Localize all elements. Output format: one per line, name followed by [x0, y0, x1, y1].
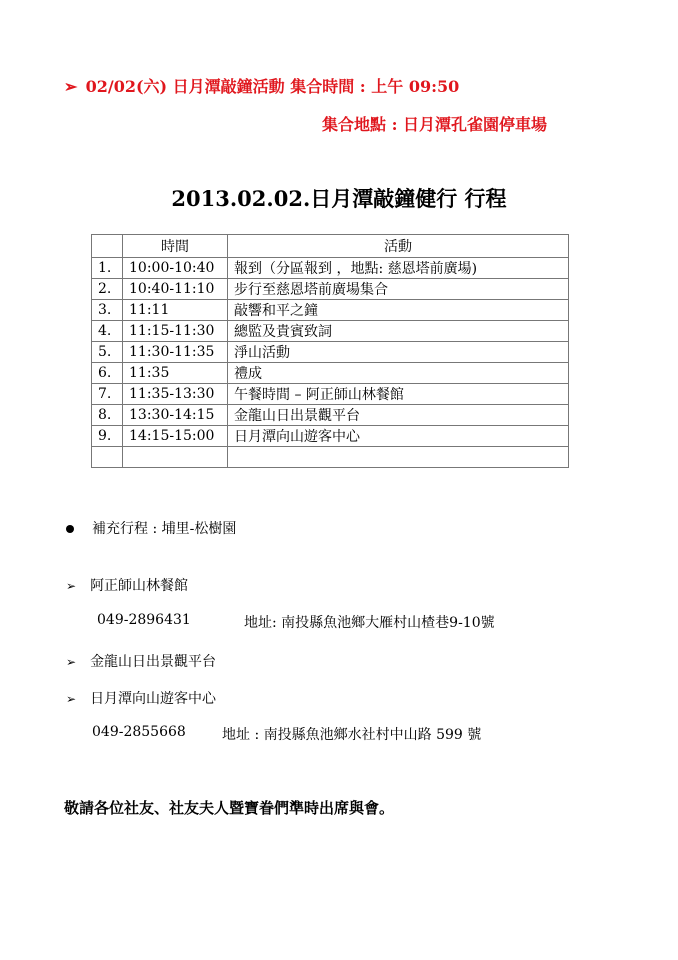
table-row — [92, 342, 569, 363]
row-time: 10:00-10:40 — [123, 258, 228, 279]
place-item — [66, 575, 188, 595]
row-activity: 禮成 — [228, 363, 569, 384]
row-number — [92, 447, 123, 468]
row-activity: 步行至慈恩塔前廣場集合 — [228, 279, 569, 300]
row-time: 11:11 — [123, 300, 228, 321]
row-activity: 敲響和平之鐘 — [228, 300, 569, 321]
table-header-row — [92, 235, 569, 258]
row-number: 2. — [92, 279, 123, 300]
place-address: 地址: 南投縣魚池鄉大雁村山楂巷9-10號 — [244, 615, 495, 631]
table-header-cell: 時間 — [123, 235, 228, 258]
place-item — [66, 688, 216, 708]
row-number: 4. — [92, 321, 123, 342]
place-phone: 049-2896431 — [97, 612, 191, 628]
meeting-place: 集合地點 : 日月潭孔雀園停車場 — [322, 115, 548, 134]
row-activity: 日月潭向山遊客中心 — [228, 426, 569, 447]
arrow-bullet-icon: ➢ — [66, 579, 77, 593]
row-activity: 報到（分區報到 ，地點: 慈恩塔前廣場) — [228, 258, 569, 279]
supplement-text: 補充行程 : 埔里-松樹園 — [92, 521, 237, 537]
event-header-line1 — [64, 74, 459, 97]
page-title: 2013.02.02.日月潭敲鐘健行 行程 — [171, 186, 507, 211]
table-row — [92, 426, 569, 447]
row-activity: 總監及貴賓致詞 — [228, 321, 569, 342]
row-time: 11:35 — [123, 363, 228, 384]
row-time: 13:30-14:15 — [123, 405, 228, 426]
row-activity: 午餐時間 – 阿正師山林餐館 — [228, 384, 569, 405]
place-name: 金龍山日出景觀平台 — [90, 654, 217, 670]
closing-note: 敬請各位社友、社友夫人暨寶眷們準時出席與會。 — [64, 799, 395, 817]
arrow-bullet-icon: ➢ — [66, 655, 77, 669]
event-header-text: 02/02(六) 日月潭敲鐘活動 集合時間 : 上午 09:50 — [85, 77, 460, 96]
row-time: 11:15-11:30 — [123, 321, 228, 342]
table-header-cell: 活動 — [228, 235, 569, 258]
row-number: 5. — [92, 342, 123, 363]
row-number: 6. — [92, 363, 123, 384]
place-name: 日月潭向山遊客中心 — [90, 691, 217, 707]
row-activity: 淨山活動 — [228, 342, 569, 363]
place-phone: 049-2855668 — [92, 724, 186, 740]
table-row — [92, 279, 569, 300]
place-address: 地址 : 南投縣魚池鄉水社村中山路 599 號 — [222, 727, 482, 743]
table-row — [92, 447, 569, 468]
arrow-bullet-icon: ➢ — [66, 692, 77, 706]
row-time: 11:35-13:30 — [123, 384, 228, 405]
supplement-line — [66, 518, 236, 538]
table-row — [92, 384, 569, 405]
row-time: 11:30-11:35 — [123, 342, 228, 363]
row-number: 3. — [92, 300, 123, 321]
table-row — [92, 405, 569, 426]
row-number: 9. — [92, 426, 123, 447]
table-row — [92, 300, 569, 321]
schedule-table — [91, 234, 569, 468]
arrow-bullet-icon: ➢ — [64, 77, 78, 96]
table-row — [92, 363, 569, 384]
row-activity — [228, 447, 569, 468]
table-header-cell — [92, 235, 123, 258]
row-time: 10:40-11:10 — [123, 279, 228, 300]
place-item — [66, 651, 216, 671]
bullet-dot-icon — [66, 525, 74, 533]
place-name: 阿正師山林餐館 — [90, 578, 189, 594]
row-number: 8. — [92, 405, 123, 426]
row-time — [123, 447, 228, 468]
row-number: 1. — [92, 258, 123, 279]
row-number: 7. — [92, 384, 123, 405]
row-activity: 金龍山日出景觀平台 — [228, 405, 569, 426]
table-row — [92, 258, 569, 279]
table-row — [92, 321, 569, 342]
row-time: 14:15-15:00 — [123, 426, 228, 447]
